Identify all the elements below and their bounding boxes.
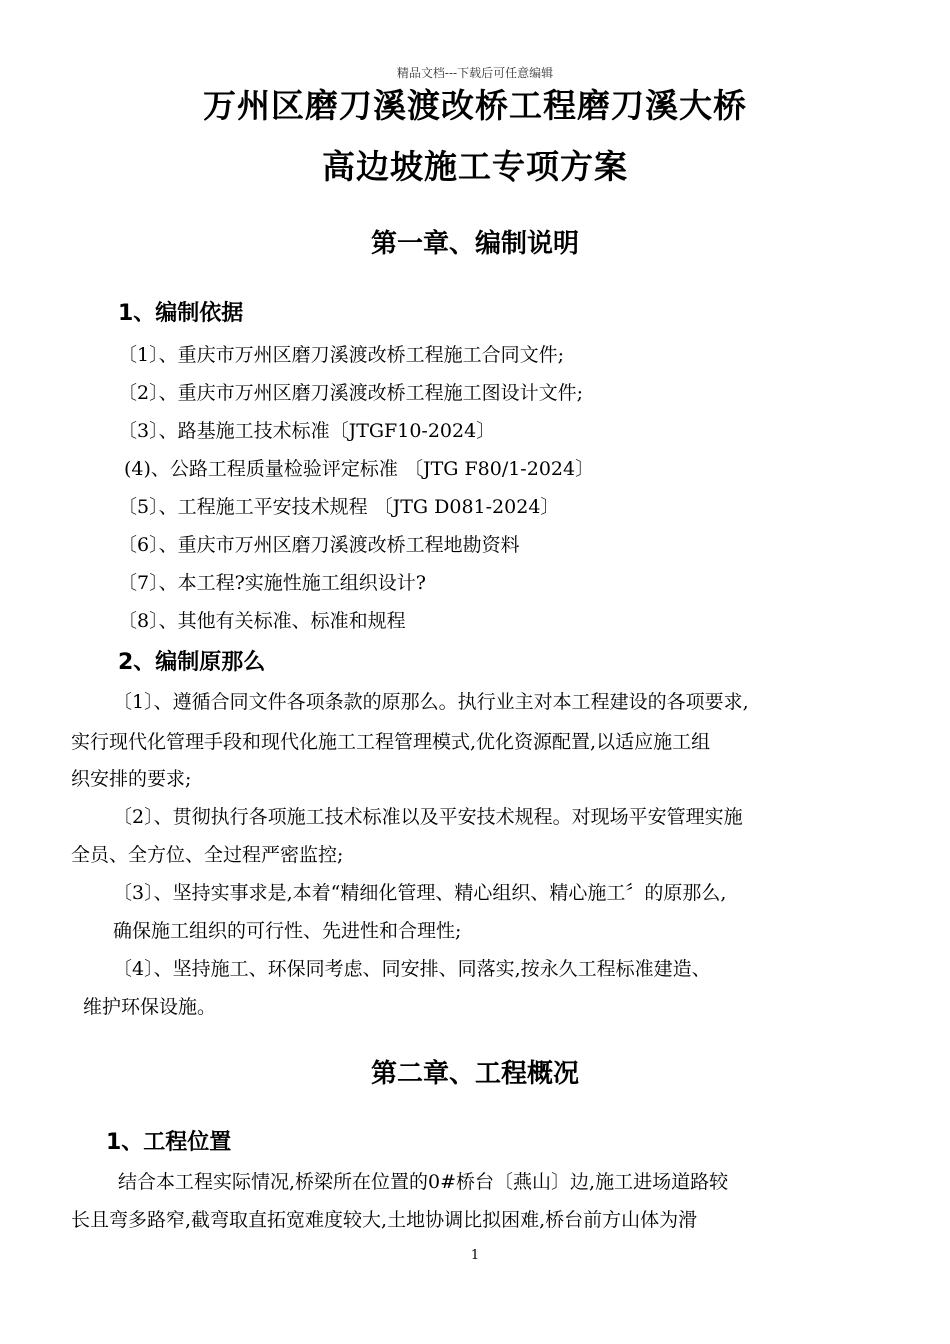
document-title-line-2: 高边坡施工专项方案 <box>322 147 628 186</box>
principle-1-line-1: 〔1〕、遵循合同文件各项条款的原那么。执行业主对本工程建设的各项要求, <box>113 691 749 713</box>
section-basis-heading: 1、编制依据 <box>118 301 244 326</box>
principle-2-line-2: 全员、全方位、全过程严密监控; <box>71 844 344 866</box>
document-title-line-1: 万州区磨刀溪渡改桥工程磨刀溪大桥 <box>203 86 747 125</box>
basis-item-1: 〔1〕、重庆市万州区磨刀溪渡改桥工程施工合同文件; <box>118 344 564 366</box>
principle-3-line-1: 〔3〕、坚持实事求是,本着“精细化管理、精心组织、精心施工〞的原那么, <box>113 882 727 904</box>
section-principles-heading: 2、编制原那么 <box>118 650 266 675</box>
basis-item-6: 〔6〕、重庆市万州区磨刀溪渡改桥工程地勘资料 <box>118 534 520 556</box>
section-location-heading: 1、工程位置 <box>106 1130 232 1155</box>
watermark-header: 精品文档---下载后可任意编辑 <box>396 66 554 80</box>
location-paragraph-line-1: 结合本工程实际情况,桥梁所在位置的0#桥台〔燕山〕边,施工进场道路较 <box>118 1171 729 1193</box>
principle-2-line-1: 〔2〕、贯彻执行各项施工技术标准以及平安技术规程。对现场平安管理实施 <box>113 806 743 828</box>
page-number: 1 <box>470 1248 480 1263</box>
basis-item-7: 〔7〕、本工程?实施性施工组织设计? <box>118 572 426 594</box>
location-paragraph-line-2: 长且弯多路窄,截弯取直拓宽难度较大,土地协调比拟困难,桥台前方山体为滑 <box>71 1209 698 1231</box>
basis-item-3: 〔3〕、路基施工技术标准〔JTGF10-2024〕 <box>118 420 496 442</box>
principle-3-line-2: 确保施工组织的可行性、先进性和合理性; <box>113 920 462 942</box>
principle-4-line-2: 维护环保设施。 <box>83 996 217 1018</box>
chapter-1-heading: 第一章、编制说明 <box>370 229 579 259</box>
basis-item-8: 〔8〕、其他有关标准、标准和规程 <box>118 610 406 632</box>
chapter-2-heading: 第二章、工程概况 <box>370 1059 579 1089</box>
basis-item-2: 〔2〕、重庆市万州区磨刀溪渡改桥工程施工图设计文件; <box>118 382 583 404</box>
principle-1-line-3: 织安排的要求; <box>71 768 192 790</box>
principle-4-line-1: 〔4〕、坚持施工、环保同考虑、同安排、同落实,按永久工程标准建造、 <box>113 958 711 980</box>
principle-1-line-2: 实行现代化管理手段和现代化施工工程管理模式,优化资源配置,以适应施工组 <box>71 731 711 753</box>
basis-item-5: 〔5〕、工程施工平安技术规程 〔JTG D081-2024〕 <box>118 496 560 518</box>
basis-item-4: (4)、公路工程质量检验评定标准 〔JTG F80/1-2024〕 <box>124 458 595 480</box>
